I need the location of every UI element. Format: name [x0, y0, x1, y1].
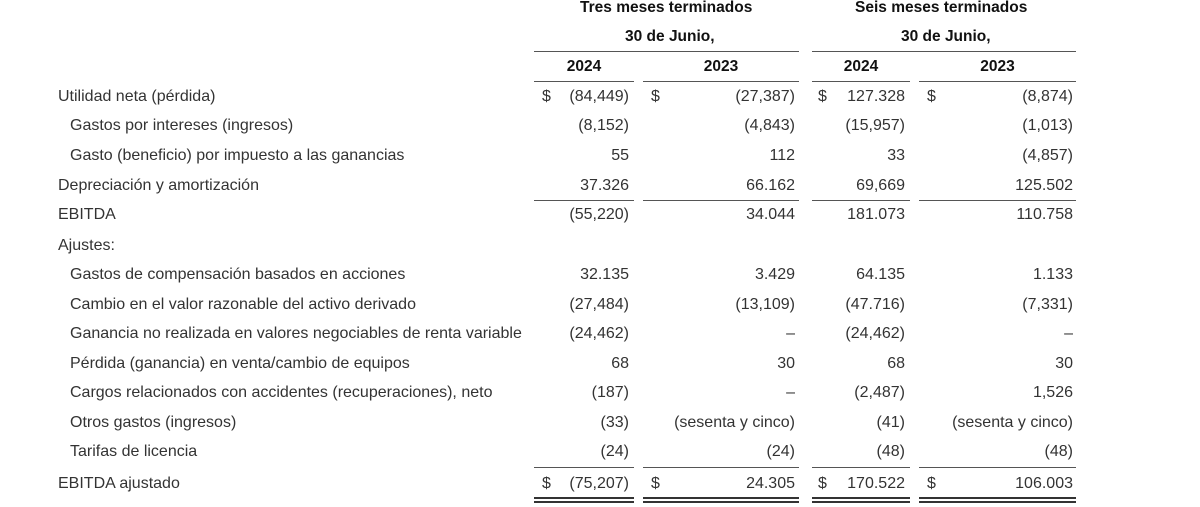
cell-value: 127.328 [847, 88, 905, 105]
dollar-sign: $ [651, 475, 660, 492]
cell-value: (13,109) [735, 296, 795, 313]
dollar-sign: $ [542, 88, 551, 105]
cell-value: 34.044 [746, 206, 795, 223]
subtotal-line-5 [534, 467, 634, 468]
total-double-line-3b [812, 501, 910, 503]
year-header-q-2023: 2023 [703, 58, 739, 75]
subtotal-line-7 [812, 467, 910, 468]
year-underline-4 [919, 81, 1076, 82]
dollar-sign: $ [927, 88, 936, 105]
dollar-sign: $ [542, 475, 551, 492]
row-label-depreciacion: Depreciación y amortización [58, 177, 259, 194]
cell-value: 112 [769, 147, 795, 164]
subtotal-line-3 [812, 200, 910, 201]
row-label-perdida-equipos: Pérdida (ganancia) en venta/cambio de equipos [70, 355, 410, 372]
cell-value: 106.003 [1015, 475, 1073, 492]
row-label-utilidad-neta: Utilidad neta (pérdida) [58, 88, 216, 105]
subtotal-line-1 [534, 200, 634, 201]
group1-underline [534, 51, 799, 52]
row-label-tarifas-licencia: Tarifas de licencia [70, 443, 198, 460]
cell-value: (33) [600, 414, 629, 431]
cell-value: 68 [611, 355, 629, 372]
cell-value: 181.073 [847, 206, 905, 223]
row-label-ebitda-ajustado: EBITDA ajustado [58, 475, 180, 492]
subtotal-line-4 [919, 200, 1076, 201]
cell-value: (48) [876, 443, 905, 460]
year-underline-2 [643, 81, 799, 82]
cell-value: 110.758 [1016, 206, 1073, 223]
subtotal-line-2 [643, 200, 799, 201]
total-double-line-3a [812, 497, 910, 499]
row-label-gastos-intereses: Gastos por intereses (ingresos) [70, 117, 294, 134]
cell-value: (55,220) [569, 206, 629, 223]
cell-value: – [1064, 325, 1073, 342]
dollar-sign: $ [927, 475, 936, 492]
dollar-sign: $ [651, 88, 660, 105]
row-label-ebitda: EBITDA [58, 206, 116, 223]
cell-value: (7,331) [1022, 296, 1073, 313]
subtotal-line-6 [643, 467, 799, 468]
cell-value: 64.135 [856, 266, 905, 283]
cell-value: (15,957) [845, 117, 905, 134]
row-label-ganancia-no-realizada: Ganancia no realizada en valores negociables de renta variable [70, 325, 522, 342]
cell-value: 32.135 [580, 266, 629, 283]
cell-value: 1,526 [1032, 384, 1073, 401]
cell-value: (24,462) [845, 325, 905, 342]
cell-value: 125.502 [1015, 177, 1073, 194]
cell-value: (2,487) [854, 384, 905, 401]
cell-value: (24,462) [569, 325, 629, 342]
cell-value: (84,449) [569, 88, 629, 105]
cell-value: – [786, 325, 795, 342]
group2-title: Seis meses terminados [855, 0, 1028, 16]
cell-value: (41) [876, 414, 905, 431]
group2-underline [812, 51, 1076, 52]
cell-value: 69,669 [856, 177, 905, 194]
row-label-valor-razonable: Cambio en el valor razonable del activo derivado [70, 296, 416, 313]
cell-value: 30 [1055, 355, 1073, 372]
cell-value: (24) [766, 443, 795, 460]
year-underline-3 [812, 81, 910, 82]
total-double-line-2b [643, 501, 799, 503]
subtotal-line-8 [919, 467, 1076, 468]
cell-value: (8,152) [578, 117, 629, 134]
year-header-h-2024: 2024 [843, 58, 879, 75]
cell-value: (24) [600, 443, 629, 460]
year-underline-1 [534, 81, 634, 82]
cell-value: (27,387) [735, 88, 795, 105]
dollar-sign: $ [818, 88, 827, 105]
cell-value: 3.429 [754, 266, 795, 283]
group2-date: 30 de Junio, [901, 28, 991, 45]
total-double-line-1a [534, 497, 634, 499]
cell-value: (75,207) [569, 475, 629, 492]
total-double-line-4b [919, 501, 1076, 503]
group1-date: 30 de Junio, [625, 28, 715, 45]
dollar-sign: $ [818, 475, 827, 492]
row-label-ajustes: Ajustes: [58, 237, 115, 254]
cell-value: 37.326 [580, 177, 629, 194]
row-label-otros-gastos: Otros gastos (ingresos) [70, 414, 237, 431]
row-label-impuesto: Gasto (beneficio) por impuesto a las ganancias [70, 147, 405, 164]
cell-value: 170.522 [847, 475, 905, 492]
row-label-compensacion: Gastos de compensación basados en acciones [70, 266, 406, 283]
cell-value: (4,857) [1022, 147, 1073, 164]
total-double-line-2a [643, 497, 799, 499]
cell-value: (sesenta y cinco) [952, 414, 1073, 431]
cell-value: 24.305 [746, 475, 795, 492]
row-label-accidentes: Cargos relacionados con accidentes (recuperaciones), neto [70, 384, 493, 401]
cell-value: (48) [1044, 443, 1073, 460]
cell-value: (1,013) [1022, 117, 1073, 134]
cell-value: (sesenta y cinco) [674, 414, 795, 431]
year-header-h-2023: 2023 [980, 58, 1015, 75]
year-header-q-2024: 2024 [566, 58, 602, 75]
cell-value: – [786, 384, 795, 401]
cell-value: (187) [591, 384, 629, 401]
total-double-line-1b [534, 501, 634, 503]
cell-value: 55 [611, 147, 629, 164]
cell-value: 30 [777, 355, 795, 372]
cell-value: 68 [887, 355, 905, 372]
cell-value: (47.716) [845, 296, 905, 313]
total-double-line-4a [919, 497, 1076, 499]
cell-value: (4,843) [744, 117, 795, 134]
cell-value: (8,874) [1022, 88, 1073, 105]
cell-value: (27,484) [569, 296, 629, 313]
cell-value: 1.133 [1032, 266, 1073, 283]
cell-value: 66.162 [746, 177, 795, 194]
group1-title: Tres meses terminados [580, 0, 753, 16]
cell-value: 33 [887, 147, 905, 164]
